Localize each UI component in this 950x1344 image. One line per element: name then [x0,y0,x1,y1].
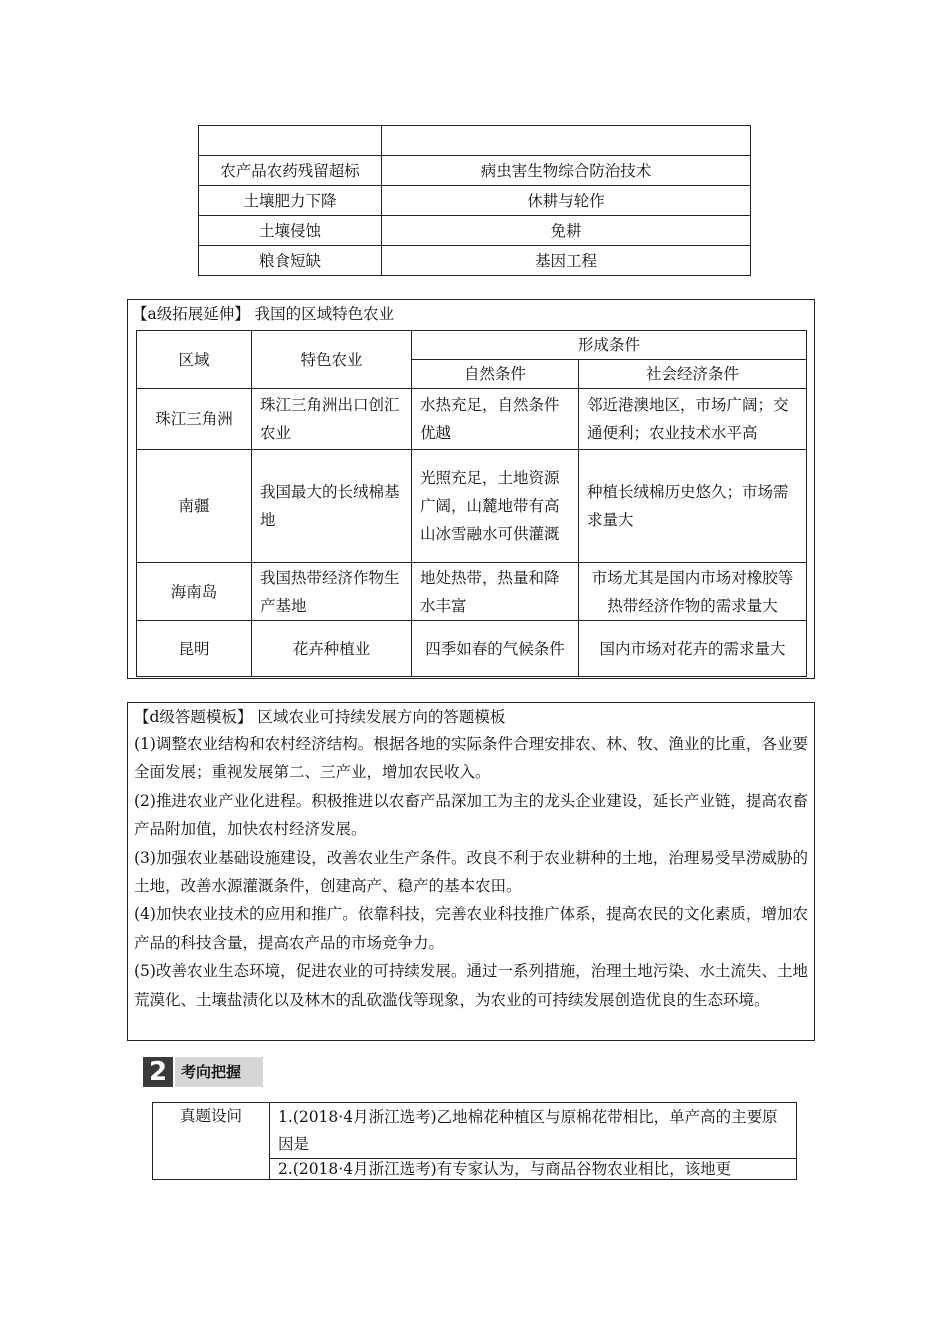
section-number-badge: 2 [143,1057,173,1087]
table-row [199,186,751,216]
feature-cell: 珠江三角洲出口创汇农业 [252,389,412,450]
social-cell: 市场尤其是国内市场对橡胶等热带经济作物的需求量大 [579,563,807,621]
answer-template-box [127,702,815,1041]
table-row [137,621,807,677]
template-paragraph: (3)加强农业基础设施建设，改善农业生产条件。改良不利于农业耕种的土地，治理易受旱涝威胁的土地，改善水源灌溉条件，创建高产、稳产的基本农田。 [134,848,808,896]
template-paragraph: (1)调整农业结构和农村经济结构。根据各地的实际条件合理安排农、林、牧、渔业的比重，各业要全面发展；重视发展第二、三产业，增加农民收入。 [134,735,808,782]
table-row [153,1103,797,1159]
regional-agriculture-table [136,330,807,677]
natural-cell: 四季如春的气候条件 [412,621,579,677]
region-cell: 南疆 [137,450,252,563]
measures-table [198,125,751,276]
table-cell: 土壤侵蚀 [199,216,382,246]
section-header [143,1057,263,1087]
table-row [199,216,751,246]
region-cell: 珠江三角洲 [137,389,252,450]
table-cell: 基因工程 [382,246,751,276]
feature-cell: 我国最大的长绒棉基地 [252,450,412,563]
header-conditions: 形成条件 [412,331,807,360]
header-feature: 特色农业 [252,331,412,389]
header-region: 区域 [137,331,252,389]
table-cell: 土壤肥力下降 [199,186,382,216]
social-cell: 邻近港澳地区，市场广阔；交通便利；农业技术水平高 [579,389,807,450]
question-cell: 1.(2018·4月浙江选考)乙地棉花种植区与原棉花带相比，单产高的主要原因是 [270,1103,797,1159]
template-paragraph: (2)推进农业产业化进程。积极推进以农畜产品深加工为主的龙头企业建设，延长产业链，提高农畜产品附加值，加快农村经济发展。 [134,791,808,839]
table-row [137,450,807,563]
social-cell: 种植长绒棉历史悠久；市场需求量大 [579,450,807,563]
table-cell: 休耕与轮作 [382,186,751,216]
header-social: 社会经济条件 [579,360,807,389]
extension-box [127,299,815,679]
feature-cell: 我国热带经济作物生产基地 [252,563,412,621]
social-cell: 国内市场对花卉的需求量大 [579,621,807,677]
table-cell [382,126,751,156]
table-row [199,156,751,186]
region-cell: 昆明 [137,621,252,677]
natural-cell: 光照充足，土地资源广阔，山麓地带有高山冰雪融水可供灌溉 [412,450,579,563]
table-cell: 免耕 [382,216,751,246]
region-cell: 海南岛 [137,563,252,621]
table-cell [199,126,382,156]
section-title: 考向把握 [175,1057,263,1087]
table-row [199,246,751,276]
table-cell: 农产品农药残留超标 [199,156,382,186]
table-header-row [137,331,807,360]
template-paragraph: (5)改善农业生态环境，促进农业的可持续发展。通过一系列措施，治理土地污染、水土流失、土地荒漠化、土壤盐渍化以及林木的乱砍滥伐等现象，为农业的可持续发展创造优良的生态环境。 [134,962,808,1009]
table-cell: 粮食短缺 [199,246,382,276]
table-row [137,563,807,621]
question-cell: 2.(2018·4月浙江选考)有专家认为，与商品谷物农业相比，该地更 [270,1159,797,1180]
question-label-cell: 真题设问 [153,1103,270,1180]
natural-cell: 地处热带，热量和降水丰富 [412,563,579,621]
exam-questions-table [152,1102,797,1180]
answer-template-title: 【d级答题模板】 区域农业可持续发展方向的答题模板 [134,708,506,726]
natural-cell: 水热充足，自然条件优越 [412,389,579,450]
table-row [137,389,807,450]
table-row [199,126,751,156]
table-cell: 病虫害生物综合防治技术 [382,156,751,186]
feature-cell: 花卉种植业 [252,621,412,677]
header-natural: 自然条件 [412,360,579,389]
template-paragraph: (4)加快农业技术的应用和推广。依靠科技，完善农业科技推广体系，提高农民的文化素质，增加农产品的科技含量，提高农产品的市场竞争力。 [134,905,808,952]
extension-box-title: 【a级拓展延伸】 我国的区域特色农业 [132,305,395,323]
